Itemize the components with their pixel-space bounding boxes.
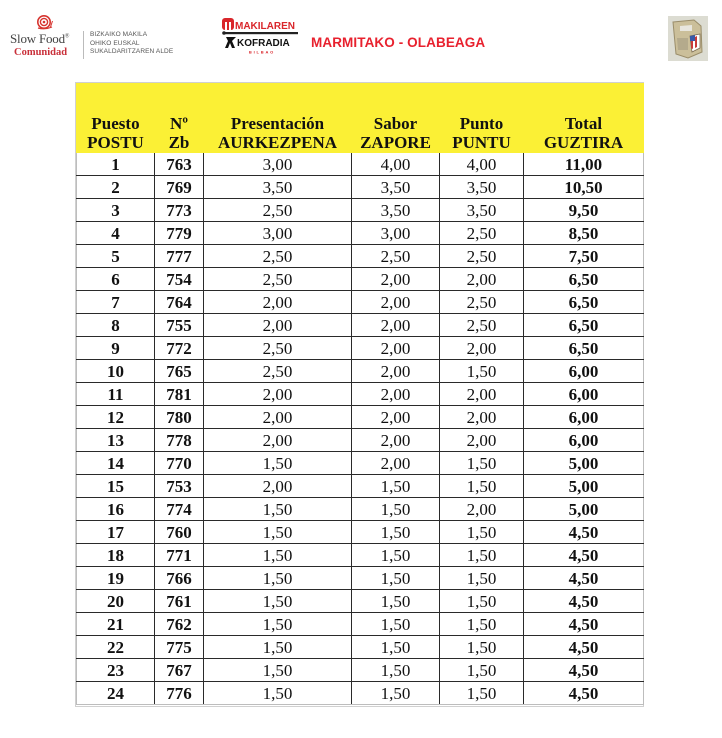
cell-puesto: 15 bbox=[77, 475, 155, 498]
table-row bbox=[77, 406, 644, 429]
cell-total: 8,50 bbox=[524, 222, 644, 245]
cell-punto: 3,50 bbox=[440, 199, 524, 222]
cell-presentacion: 2,00 bbox=[204, 291, 352, 314]
cell-total: 4,50 bbox=[524, 567, 644, 590]
cell-numero: 761 bbox=[155, 590, 204, 613]
column-header-numero: Nº Zb bbox=[155, 83, 204, 153]
cell-puesto: 9 bbox=[77, 337, 155, 360]
cell-puesto: 8 bbox=[77, 314, 155, 337]
cell-presentacion: 3,50 bbox=[204, 176, 352, 199]
cell-puesto: 10 bbox=[77, 360, 155, 383]
cell-punto: 2,00 bbox=[440, 383, 524, 406]
cell-presentacion: 1,50 bbox=[204, 544, 352, 567]
cell-numero: 764 bbox=[155, 291, 204, 314]
cell-puesto: 24 bbox=[77, 682, 155, 705]
cell-punto: 1,50 bbox=[440, 475, 524, 498]
cell-total: 6,50 bbox=[524, 291, 644, 314]
cell-total: 4,50 bbox=[524, 659, 644, 682]
table-row bbox=[77, 544, 644, 567]
table-row bbox=[77, 613, 644, 636]
cell-numero: 771 bbox=[155, 544, 204, 567]
table-row bbox=[77, 475, 644, 498]
slow-food-tagline bbox=[90, 31, 173, 57]
slow-food-name: Slow Food® bbox=[10, 31, 70, 46]
cell-sabor: 1,50 bbox=[352, 498, 440, 521]
cell-total: 4,50 bbox=[524, 613, 644, 636]
cell-sabor: 1,50 bbox=[352, 682, 440, 705]
cell-sabor: 3,50 bbox=[352, 176, 440, 199]
cell-total: 6,50 bbox=[524, 314, 644, 337]
cell-numero: 770 bbox=[155, 452, 204, 475]
cell-sabor: 3,50 bbox=[352, 199, 440, 222]
table-row bbox=[77, 199, 644, 222]
cell-puesto: 2 bbox=[77, 176, 155, 199]
cell-total: 10,50 bbox=[524, 176, 644, 199]
cell-total: 6,00 bbox=[524, 360, 644, 383]
cell-puesto: 16 bbox=[77, 498, 155, 521]
cell-numero: 777 bbox=[155, 245, 204, 268]
cell-numero: 781 bbox=[155, 383, 204, 406]
table-header-row bbox=[77, 83, 644, 153]
tagline-line: SUKALDARITZAREN ALDE bbox=[90, 48, 174, 56]
cell-total: 4,50 bbox=[524, 682, 644, 705]
cell-puesto: 23 bbox=[77, 659, 155, 682]
table-row bbox=[77, 360, 644, 383]
cell-puesto: 11 bbox=[77, 383, 155, 406]
badge-pin-photo-icon bbox=[668, 16, 708, 61]
cell-total: 5,00 bbox=[524, 475, 644, 498]
cell-puesto: 20 bbox=[77, 590, 155, 613]
cell-presentacion: 1,50 bbox=[204, 590, 352, 613]
cell-sabor: 4,00 bbox=[352, 153, 440, 176]
cell-numero: 776 bbox=[155, 682, 204, 705]
table-row bbox=[77, 659, 644, 682]
column-header-sabor: Sabor ZAPORE bbox=[352, 83, 440, 153]
cell-presentacion: 2,00 bbox=[204, 383, 352, 406]
cell-sabor: 2,00 bbox=[352, 383, 440, 406]
page-header bbox=[0, 0, 722, 75]
cell-punto: 1,50 bbox=[440, 636, 524, 659]
cell-sabor: 1,50 bbox=[352, 590, 440, 613]
cell-presentacion: 1,50 bbox=[204, 613, 352, 636]
cell-numero: 780 bbox=[155, 406, 204, 429]
cell-presentacion: 1,50 bbox=[204, 659, 352, 682]
table-row bbox=[77, 176, 644, 199]
cell-numero: 760 bbox=[155, 521, 204, 544]
snail-icon bbox=[37, 14, 53, 30]
cell-numero: 766 bbox=[155, 567, 204, 590]
event-title: MARMITAKO - OLABEAGA bbox=[311, 35, 486, 50]
logo-divider bbox=[83, 31, 84, 59]
cell-sabor: 1,50 bbox=[352, 636, 440, 659]
cell-total: 5,00 bbox=[524, 498, 644, 521]
cell-numero: 754 bbox=[155, 268, 204, 291]
table-row bbox=[77, 682, 644, 705]
cell-total: 6,00 bbox=[524, 406, 644, 429]
table-row bbox=[77, 521, 644, 544]
cell-numero: 763 bbox=[155, 153, 204, 176]
cell-puesto: 5 bbox=[77, 245, 155, 268]
table-row bbox=[77, 636, 644, 659]
cell-sabor: 2,50 bbox=[352, 245, 440, 268]
table-row bbox=[77, 452, 644, 475]
cell-sabor: 2,00 bbox=[352, 360, 440, 383]
column-header-punto: Punto PUNTU bbox=[440, 83, 524, 153]
cell-puesto: 22 bbox=[77, 636, 155, 659]
cell-punto: 1,50 bbox=[440, 659, 524, 682]
bilbao-text: BILBAO bbox=[248, 49, 276, 55]
cell-punto: 2,00 bbox=[440, 406, 524, 429]
cell-presentacion: 2,00 bbox=[204, 429, 352, 452]
cell-punto: 1,50 bbox=[440, 360, 524, 383]
cell-punto: 2,50 bbox=[440, 245, 524, 268]
table-row bbox=[77, 245, 644, 268]
cell-presentacion: 1,50 bbox=[204, 498, 352, 521]
cell-total: 4,50 bbox=[524, 636, 644, 659]
cell-puesto: 17 bbox=[77, 521, 155, 544]
cell-presentacion: 2,00 bbox=[204, 406, 352, 429]
cell-numero: 767 bbox=[155, 659, 204, 682]
table-row bbox=[77, 314, 644, 337]
cell-punto: 1,50 bbox=[440, 544, 524, 567]
cell-punto: 1,50 bbox=[440, 452, 524, 475]
cell-puesto: 19 bbox=[77, 567, 155, 590]
cell-numero: 772 bbox=[155, 337, 204, 360]
cell-puesto: 18 bbox=[77, 544, 155, 567]
cell-sabor: 1,50 bbox=[352, 567, 440, 590]
cell-sabor: 1,50 bbox=[352, 521, 440, 544]
cell-presentacion: 2,50 bbox=[204, 199, 352, 222]
cell-sabor: 3,00 bbox=[352, 222, 440, 245]
cell-punto: 1,50 bbox=[440, 521, 524, 544]
cell-punto: 2,00 bbox=[440, 429, 524, 452]
cell-presentacion: 2,50 bbox=[204, 360, 352, 383]
cell-total: 5,00 bbox=[524, 452, 644, 475]
cell-puesto: 3 bbox=[77, 199, 155, 222]
cell-sabor: 1,50 bbox=[352, 475, 440, 498]
cell-numero: 775 bbox=[155, 636, 204, 659]
table-row bbox=[77, 383, 644, 406]
cell-punto: 2,00 bbox=[440, 268, 524, 291]
cell-presentacion: 3,00 bbox=[204, 153, 352, 176]
cell-presentacion: 1,50 bbox=[204, 682, 352, 705]
cell-punto: 2,00 bbox=[440, 498, 524, 521]
cell-presentacion: 1,50 bbox=[204, 636, 352, 659]
cell-puesto: 7 bbox=[77, 291, 155, 314]
cell-total: 4,50 bbox=[524, 544, 644, 567]
cell-punto: 4,00 bbox=[440, 153, 524, 176]
table-row bbox=[77, 429, 644, 452]
cell-numero: 755 bbox=[155, 314, 204, 337]
slow-food-logo bbox=[6, 14, 181, 60]
cell-total: 7,50 bbox=[524, 245, 644, 268]
cell-sabor: 2,00 bbox=[352, 291, 440, 314]
cell-sabor: 2,00 bbox=[352, 268, 440, 291]
cell-numero: 765 bbox=[155, 360, 204, 383]
cell-total: 6,00 bbox=[524, 429, 644, 452]
cell-punto: 1,50 bbox=[440, 613, 524, 636]
cell-punto: 1,50 bbox=[440, 567, 524, 590]
cell-presentacion: 3,00 bbox=[204, 222, 352, 245]
cell-punto: 1,50 bbox=[440, 590, 524, 613]
cell-numero: 753 bbox=[155, 475, 204, 498]
table-row bbox=[77, 337, 644, 360]
cell-numero: 774 bbox=[155, 498, 204, 521]
cell-presentacion: 1,50 bbox=[204, 567, 352, 590]
cell-sabor: 2,00 bbox=[352, 406, 440, 429]
cell-total: 4,50 bbox=[524, 521, 644, 544]
makilaren-text: MAKILAREN bbox=[235, 21, 295, 32]
cell-sabor: 1,50 bbox=[352, 544, 440, 567]
cell-numero: 773 bbox=[155, 199, 204, 222]
cell-puesto: 13 bbox=[77, 429, 155, 452]
cell-puesto: 6 bbox=[77, 268, 155, 291]
cell-presentacion: 2,50 bbox=[204, 245, 352, 268]
table-row bbox=[77, 567, 644, 590]
cell-presentacion: 1,50 bbox=[204, 452, 352, 475]
cell-puesto: 21 bbox=[77, 613, 155, 636]
cell-punto: 2,50 bbox=[440, 291, 524, 314]
cell-presentacion: 2,50 bbox=[204, 268, 352, 291]
tagline-line: BIZKAIKO MAKILA bbox=[90, 31, 148, 38]
table-row bbox=[77, 268, 644, 291]
cell-numero: 778 bbox=[155, 429, 204, 452]
cell-sabor: 1,50 bbox=[352, 613, 440, 636]
cell-presentacion: 2,00 bbox=[204, 475, 352, 498]
cell-sabor: 2,00 bbox=[352, 429, 440, 452]
cell-sabor: 2,00 bbox=[352, 314, 440, 337]
column-header-puesto: Puesto POSTU bbox=[77, 83, 155, 153]
cell-numero: 779 bbox=[155, 222, 204, 245]
cell-puesto: 12 bbox=[77, 406, 155, 429]
cell-total: 6,00 bbox=[524, 383, 644, 406]
cell-total: 4,50 bbox=[524, 590, 644, 613]
cell-puesto: 14 bbox=[77, 452, 155, 475]
cell-puesto: 1 bbox=[77, 153, 155, 176]
slow-food-sub: Comunidad bbox=[14, 47, 68, 58]
cell-punto: 3,50 bbox=[440, 176, 524, 199]
column-header-presentacion: Presentación AURKEZPENA bbox=[204, 83, 352, 153]
cell-presentacion: 1,50 bbox=[204, 521, 352, 544]
table-row bbox=[77, 590, 644, 613]
tagline-line: OHIKO EUSKAL bbox=[90, 39, 140, 47]
cell-punto: 1,50 bbox=[440, 682, 524, 705]
cell-punto: 2,50 bbox=[440, 314, 524, 337]
table-row bbox=[77, 291, 644, 314]
cell-numero: 762 bbox=[155, 613, 204, 636]
cell-presentacion: 2,50 bbox=[204, 337, 352, 360]
cell-total: 11,00 bbox=[524, 153, 644, 176]
cell-total: 6,50 bbox=[524, 337, 644, 360]
cell-total: 9,50 bbox=[524, 199, 644, 222]
cell-sabor: 1,50 bbox=[352, 659, 440, 682]
cell-puesto: 4 bbox=[77, 222, 155, 245]
cell-presentacion: 2,00 bbox=[204, 314, 352, 337]
column-header-total: Total GUZTIRA bbox=[524, 83, 644, 153]
cell-total: 6,50 bbox=[524, 268, 644, 291]
cell-numero: 769 bbox=[155, 176, 204, 199]
cell-punto: 2,00 bbox=[440, 337, 524, 360]
makilaren-kofradia-logo bbox=[222, 17, 302, 55]
kofradia-text: KOFRADIA bbox=[237, 38, 290, 49]
table-row bbox=[77, 498, 644, 521]
results-table bbox=[76, 83, 644, 705]
table-row bbox=[77, 153, 644, 176]
cell-sabor: 2,00 bbox=[352, 337, 440, 360]
cell-punto: 2,50 bbox=[440, 222, 524, 245]
table-row bbox=[77, 222, 644, 245]
cell-sabor: 2,00 bbox=[352, 452, 440, 475]
